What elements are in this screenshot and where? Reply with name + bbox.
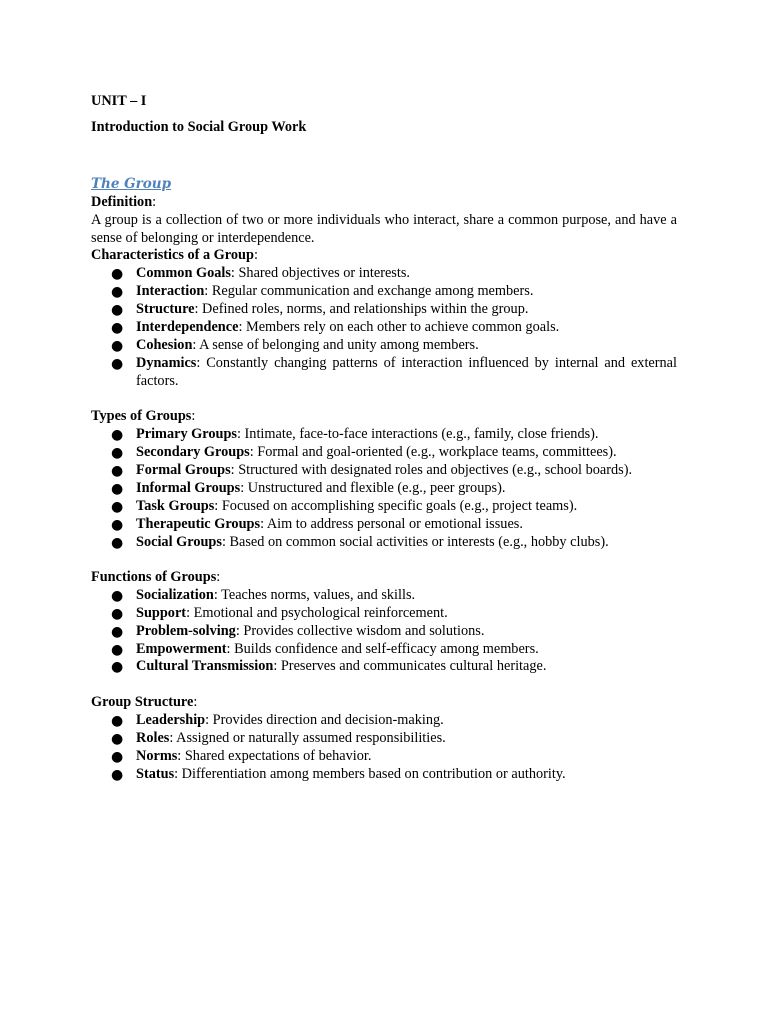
list-item bbox=[91, 426, 677, 444]
definition-text: A group is a collection of two or more individuals who interact, share a common purpose, and have a sense of belonging or interdependence. bbox=[91, 211, 677, 246]
list-item-term: Primary Groups bbox=[136, 426, 237, 443]
bullet-icon: ● bbox=[111, 302, 124, 319]
list-item-description: : Teaches norms, values, and skills. bbox=[213, 586, 416, 603]
list-item-description: : Intimate, face-to-face interactions (e.g., family, close friends). bbox=[237, 426, 599, 443]
list-item-description: : Emotional and psychological reinforcement. bbox=[186, 604, 448, 621]
bullet-icon: ● bbox=[111, 462, 124, 479]
list-item-term: Therapeutic Groups bbox=[136, 515, 261, 532]
list-item-term: Interdependence bbox=[136, 319, 239, 336]
list-item-term: Secondary Groups bbox=[136, 444, 250, 460]
bullet-icon: ● bbox=[111, 659, 124, 676]
definition-heading bbox=[91, 194, 677, 212]
list-item-term: Task Groups bbox=[136, 497, 215, 514]
list-item-term: Leadership bbox=[136, 711, 206, 728]
list-item-description: : Shared expectations of behavior. bbox=[177, 747, 372, 764]
bullet-icon: ● bbox=[111, 623, 124, 640]
bullet-icon: ● bbox=[111, 320, 124, 337]
bullet-icon: ● bbox=[111, 516, 124, 533]
list-item-description: : Constantly changing patterns of interaction influenced by internal and external factors. bbox=[136, 354, 677, 389]
list-item-description: : Members rely on each other to achieve common goals. bbox=[238, 319, 560, 336]
functions-list bbox=[91, 587, 677, 677]
list-item-description: : Unstructured and flexible (e.g., peer groups). bbox=[240, 479, 506, 496]
list-item-term: Interaction bbox=[136, 283, 205, 300]
unit-title: UNIT – I bbox=[91, 93, 147, 109]
list-item bbox=[91, 355, 677, 391]
bullet-icon: ● bbox=[111, 266, 124, 283]
document-body bbox=[91, 93, 677, 783]
bullet-icon: ● bbox=[111, 587, 124, 604]
list-item bbox=[91, 265, 677, 283]
bullet-icon: ● bbox=[111, 498, 124, 515]
list-item bbox=[91, 462, 677, 480]
list-item bbox=[91, 730, 677, 748]
types-heading bbox=[91, 408, 677, 426]
list-item-term: Status bbox=[136, 765, 175, 782]
bullet-icon: ● bbox=[111, 534, 124, 551]
structure-list bbox=[91, 712, 677, 784]
list-item bbox=[91, 712, 677, 730]
list-item bbox=[91, 319, 677, 337]
list-item-term: Cohesion bbox=[136, 336, 193, 353]
structure-heading bbox=[91, 694, 677, 712]
list-item-description: : Preserves and communicates cultural heritage. bbox=[273, 658, 547, 675]
list-item-term: Informal Groups bbox=[136, 479, 241, 496]
characteristics-heading-label: Characteristics of a Group bbox=[91, 247, 254, 264]
list-item-term: Socialization bbox=[136, 586, 214, 603]
list-item bbox=[91, 766, 677, 784]
list-item-description: : Aim to address personal or emotional issues. bbox=[260, 515, 523, 532]
intro-title: Introduction to Social Group Work bbox=[91, 118, 307, 135]
bullet-icon: ● bbox=[111, 445, 124, 461]
list-item bbox=[91, 641, 677, 659]
list-item bbox=[91, 498, 677, 516]
bullet-icon: ● bbox=[111, 712, 124, 729]
list-item-term: Structure bbox=[136, 301, 195, 318]
list-item bbox=[91, 658, 677, 676]
functions-heading-colon: : bbox=[216, 568, 221, 585]
list-item bbox=[91, 516, 677, 534]
list-item-term: Problem-solving bbox=[136, 622, 236, 639]
bullet-icon: ● bbox=[111, 355, 124, 372]
characteristics-heading bbox=[91, 247, 677, 265]
list-item-term: Cultural Transmission bbox=[136, 658, 274, 675]
list-item bbox=[91, 623, 677, 641]
bullet-icon: ● bbox=[111, 480, 124, 497]
bullet-icon: ● bbox=[111, 748, 124, 765]
list-item-description: : Regular communication and exchange among members. bbox=[204, 283, 534, 300]
list-item-description: : Shared objectives or interests. bbox=[230, 265, 410, 282]
types-heading-label: Types of Groups bbox=[91, 408, 192, 425]
list-item-description: : Based on common social activities or interests (e.g., hobby clubs). bbox=[221, 533, 609, 550]
list-item-term: Formal Groups bbox=[136, 461, 231, 478]
functions-heading bbox=[91, 569, 677, 587]
types-heading-colon: : bbox=[191, 408, 196, 425]
list-item-term: Roles bbox=[136, 729, 170, 746]
list-item bbox=[91, 587, 677, 605]
functions-heading-label: Functions of Groups bbox=[91, 568, 217, 585]
bullet-icon: ● bbox=[111, 605, 124, 622]
definition-label: Definition bbox=[91, 193, 153, 210]
list-item-term: Norms bbox=[136, 747, 178, 764]
list-item-description: : Structured with designated roles and objectives (e.g., school boards). bbox=[230, 461, 633, 478]
list-item-term: Social Groups bbox=[136, 533, 222, 550]
list-item-term: Support bbox=[136, 604, 187, 621]
bullet-icon: ● bbox=[111, 730, 124, 747]
list-item-description: : Provides direction and decision-making. bbox=[205, 711, 444, 728]
list-item-description: : Assigned or naturally assumed responsibilities. bbox=[169, 729, 446, 746]
list-item-description: : Differentiation among members based on contribution or authority. bbox=[174, 765, 566, 782]
bullet-icon: ● bbox=[111, 766, 124, 783]
list-item bbox=[91, 534, 677, 552]
list-item-term: Empowerment bbox=[136, 640, 227, 657]
structure-heading-colon: : bbox=[193, 693, 198, 710]
list-item bbox=[91, 283, 677, 301]
definition-colon: : bbox=[152, 193, 157, 210]
list-item-description: : Defined roles, norms, and relationships within the group. bbox=[194, 301, 529, 318]
structure-heading-label: Group Structure bbox=[91, 693, 194, 710]
list-item bbox=[91, 605, 677, 623]
bullet-icon: ● bbox=[111, 427, 124, 444]
list-item bbox=[91, 480, 677, 498]
bullet-icon: ● bbox=[111, 641, 124, 658]
list-item-description: : Builds confidence and self-efficacy among members. bbox=[226, 640, 539, 657]
list-item bbox=[91, 748, 677, 766]
bullet-icon: ● bbox=[111, 337, 124, 354]
list-item-description: : A sense of belonging and unity among members. bbox=[192, 336, 479, 353]
list-item-term: Common Goals bbox=[136, 265, 231, 282]
list-item bbox=[91, 301, 677, 319]
list-item-term: Dynamics bbox=[136, 354, 197, 371]
list-item-description: : Formal and goal-oriented (e.g., workplace teams, committees). bbox=[249, 444, 617, 460]
bullet-icon: ● bbox=[111, 284, 124, 301]
list-item-description: : Focused on accomplishing specific goals (e.g., project teams). bbox=[214, 497, 578, 514]
characteristics-list bbox=[91, 265, 677, 390]
section-heading-the-group: The Group bbox=[91, 175, 172, 192]
characteristics-heading-colon: : bbox=[253, 247, 258, 264]
list-item bbox=[91, 444, 677, 462]
types-list bbox=[91, 426, 677, 551]
list-item bbox=[91, 337, 677, 355]
list-item-description: : Provides collective wisdom and solutions. bbox=[235, 622, 485, 639]
